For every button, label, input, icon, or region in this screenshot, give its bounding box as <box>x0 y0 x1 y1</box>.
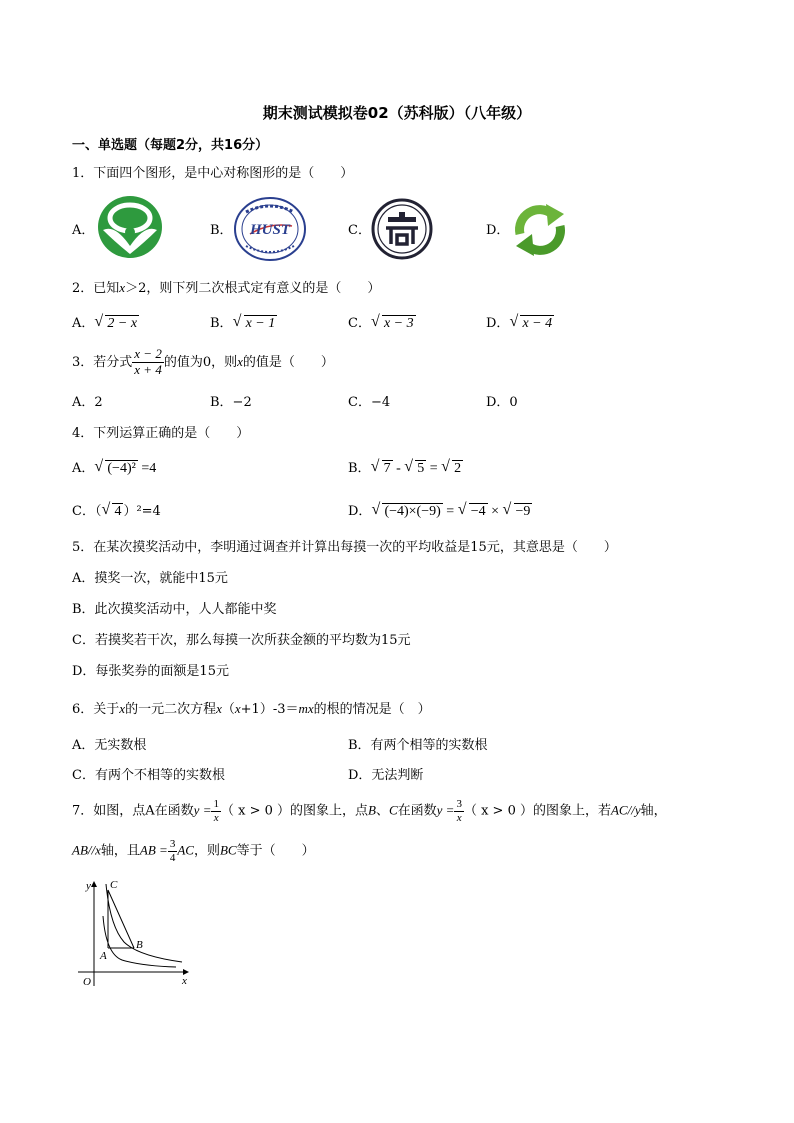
question-5-stem: 5．在某次摸奖活动中，李明通过调查并计算出每摸一次的平均收益是15元，其意思是（ ） <box>72 540 617 555</box>
q2-option-c: C． √ x − 3 <box>348 313 414 331</box>
fraction: $\frac{1}{x}$ <box>213 798 219 824</box>
page-title: 期末测试模拟卷02（苏科版）（八年级） <box>262 104 532 122</box>
q1-option-d-label: D． <box>486 223 510 238</box>
label-c: C <box>110 879 118 891</box>
q3-option-a: A．2 <box>72 395 103 410</box>
question-7-stem-line1: 7．如图，点A在函数y = $\frac{1}{x}$ （ x > 0 ）的图象上，点B、C在函数y = $\frac{3}{x}$ （ x > 0 ）的图象上，若AC//y轴， <box>72 798 667 824</box>
label-y: y <box>86 880 91 892</box>
recycle-arrows-icon <box>508 200 572 260</box>
q5-option-d: D．每张奖券的面额是15元 <box>72 664 229 679</box>
sqrt-expression: √ x − 1 <box>232 313 276 331</box>
q6-option-b: B．有两个相等的实数根 <box>348 738 488 753</box>
q6-option-a: A．无实数根 <box>72 738 147 753</box>
label-o: O <box>83 976 91 988</box>
q4-option-d: D． √ (−4)×(−9) = √ −4 × √ −9 <box>348 501 531 519</box>
logo-b-text: HUST <box>249 222 291 238</box>
school-badge-logo-icon <box>232 196 308 262</box>
circular-emblem-logo-icon <box>371 198 433 260</box>
label-b: B <box>136 939 143 951</box>
question-1-stem: 1．下面四个图形，是中心对称图形的是（ ） <box>72 166 354 181</box>
q7-figure <box>72 876 196 994</box>
q3-option-c: C．−4 <box>348 395 391 410</box>
q6-option-d: D．无法判断 <box>348 768 424 783</box>
q1-option-a-label: A． <box>72 223 95 238</box>
fraction: $\frac{x - 2}{x + 4}$ <box>134 346 162 377</box>
q2-option-d: D． √ x − 4 <box>486 313 553 331</box>
q3-option-b: B．−2 <box>210 395 252 410</box>
q5-option-b: B．此次摸奖活动中，人人都能中奖 <box>72 602 277 617</box>
question-2-stem: 2．已知x＞2，则下列二次根式定有意义的是（ ） <box>72 280 381 296</box>
q1-option-c-label: C． <box>348 223 371 238</box>
question-4-stem: 4．下列运算正确的是（ ） <box>72 426 250 441</box>
q3-option-d: D．0 <box>486 395 518 410</box>
label-x: x <box>182 975 187 987</box>
green-food-logo-icon <box>95 194 165 260</box>
fraction: $\frac{3}{x}$ <box>456 798 462 824</box>
question-3-stem: 3．若分式 $\frac{x - 2}{x + 4}$ 的值为0，则x的值是（ ） <box>72 346 334 377</box>
fraction: $\frac{3}{4}$ <box>169 838 176 864</box>
section-heading: 一、单选题（每题2分，共16分） <box>72 138 269 153</box>
sqrt-expression: √ 2 − x <box>94 313 138 331</box>
q2-option-a: A． √ 2 − x <box>72 313 138 331</box>
question-6-stem: 6．关于x的一元二次方程x（x+1）-3＝mx的根的情况是（ ） <box>72 701 431 717</box>
q5-option-a: A．摸奖一次，就能中15元 <box>72 571 228 586</box>
sqrt-expression: √ x − 3 <box>370 313 414 331</box>
sqrt-expression: √ (−4)² <box>94 458 136 476</box>
q4-option-c: C．（ √ 4 ）²=4 <box>72 501 161 519</box>
label-a: A <box>100 950 107 962</box>
question-7-stem-line2: AB//x轴，且AB = $\frac{3}{4}$ AC，则BC等于（ ） <box>72 838 315 864</box>
sqrt-expression: √ x − 4 <box>509 313 553 331</box>
q2-option-b: B． √ x − 1 <box>210 313 276 331</box>
q4-option-b: B． √ 7 - √ 5 = √ 2 <box>348 458 462 476</box>
curve-y-3-over-x <box>106 884 182 962</box>
q4-option-a: A． √ (−4)² =4 <box>72 458 157 476</box>
q5-option-c: C．若摸奖若干次，那么每摸一次所获金额的平均数为15元 <box>72 633 411 648</box>
q1-option-b-label: B． <box>210 223 233 238</box>
q6-option-c: C．有两个不相等的实数根 <box>72 768 225 783</box>
